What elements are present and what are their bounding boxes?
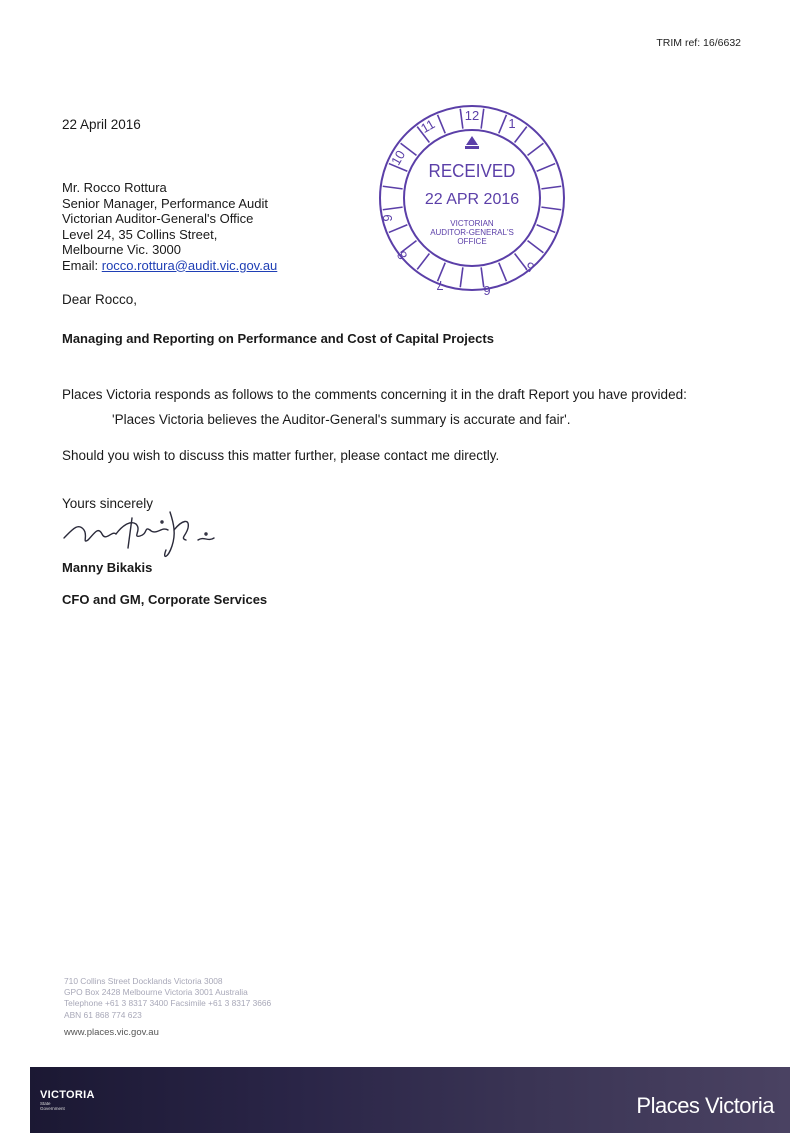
clock-number-1: 1 [508,116,516,131]
stamp-tick [383,186,403,189]
recipient-organisation: Victorian Auditor-General's Office [62,211,254,226]
stamp-tick [537,164,555,172]
body-quote: 'Places Victoria believes the Auditor-General's summary is accurate and fair'. [112,412,571,427]
recipient-address-block [62,180,277,273]
clock-number-8: 8 [393,248,411,263]
stamp-tick [499,115,507,133]
stamp-tick [481,109,484,129]
stamp-tick [460,267,463,287]
stamp-tick [515,127,527,143]
footer-address-line3: Telephone +61 3 8317 3400 Facsimile +61 3 8317 3666 [64,998,272,1009]
stamp-tick [383,207,403,210]
footer-brand-band [30,1067,790,1133]
stamp-tick [541,207,561,210]
recipient-name: Mr. Rocco Rottura [62,180,167,195]
footer-address-line4: ABN 61 868 774 623 [64,1009,142,1020]
letter-date: 22 April 2016 [62,117,141,132]
email-link[interactable]: rocco.rottura@audit.vic.gov.au [101,257,278,273]
closing: Yours sincerely [62,496,154,511]
stamp-tick [389,225,407,233]
stamp-tick [499,263,507,281]
trim-reference: TRIM ref: 16/6632 [656,37,741,49]
clock-number-12: 12 [464,108,480,123]
clock-number-7: 7 [436,278,444,293]
stamp-tick [438,115,446,133]
letter-subject: Managing and Reporting on Performance and Cost of Capital Projects [62,331,494,346]
clock-number-5: 5 [522,258,537,276]
signatory-name: Manny Bikakis [62,560,153,575]
body-paragraph-1: Places Victoria responds as follows to the comments concerning it in the draft Report you have provided: [62,387,687,402]
victoria-logo-word: VICTORIA [40,1089,95,1101]
victoria-state-government-logo [40,1089,95,1111]
stamp-crown-icon [465,136,479,149]
footer-address-line2: GPO Box 2428 Melbourne Victoria 3001 Australia [64,987,248,998]
stamp-office-line3: OFFICE [457,237,487,246]
body-paragraph-2: Should you wish to discuss this matter further, please contact me directly. [62,448,500,463]
clock-number-6: 6 [483,283,491,298]
email-label: Email: [62,257,99,273]
stamp-tick [460,109,463,129]
victoria-logo-sub2: Government [40,1106,65,1111]
clock-number-9: 9 [380,214,395,222]
received-stamp [372,98,572,298]
footer-address-line1: 710 Collins Street Docklands Victoria 3008 [64,976,223,986]
handwritten-signature [58,500,228,565]
recipient-street: Level 24, 35 Collins Street, [62,226,218,242]
footer-address [64,976,271,1021]
signatory-title: CFO and GM, Corporate Services [62,592,268,607]
recipient-city: Melbourne Vic. 3000 [62,242,182,257]
stamp-tick [515,254,527,270]
salutation: Dear Rocco, [62,292,138,307]
stamp-tick [528,241,544,253]
places-victoria-logo: Places Victoria [636,1093,774,1118]
stamp-office-line1: VICTORIAN [450,219,494,228]
stamp-tick [528,143,544,155]
recipient-email-line [62,258,277,274]
stamp-received-text: RECEIVED [428,160,516,182]
stamp-office-line2: AUDITOR-GENERAL'S [430,228,514,237]
clock-number-10: 10 [387,147,409,168]
stamp-date-text: 22 APR 2016 [424,191,520,208]
clock-number-11: 11 [418,116,438,136]
recipient-title: Senior Manager, Performance Audit [62,195,268,211]
stamp-tick [537,225,555,233]
victoria-logo-sub1: State [40,1101,51,1106]
stamp-tick [481,267,484,287]
footer-website[interactable]: www.places.vic.gov.au [64,1027,159,1038]
stamp-tick [541,186,561,189]
stamp-tick [417,254,429,270]
